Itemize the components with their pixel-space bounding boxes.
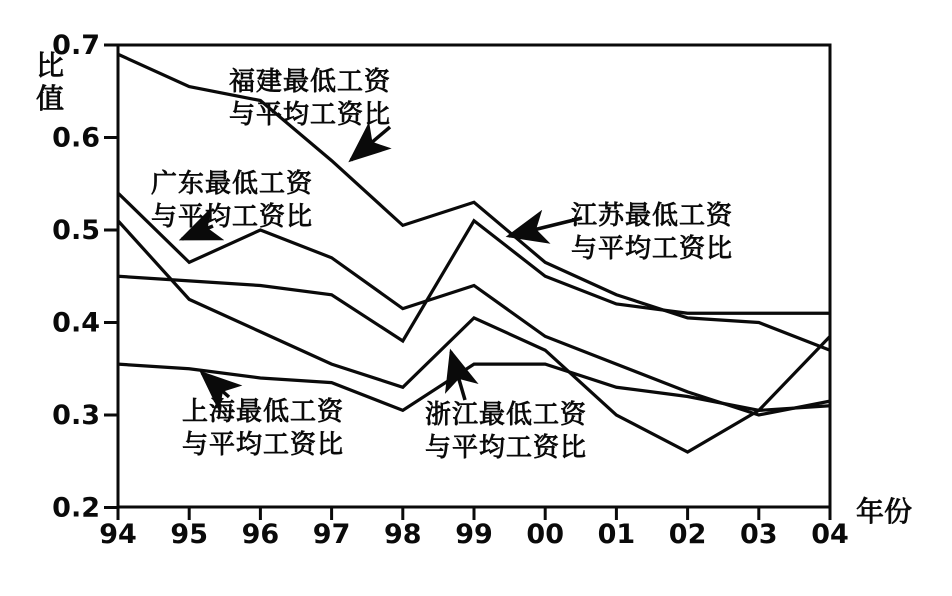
x-tick-label: 97 <box>312 519 351 550</box>
series-guangdong-label: 与平均工资比 <box>150 202 314 232</box>
series-zhejiang-label: 与平均工资比 <box>424 433 588 463</box>
x-tick-label: 01 <box>597 519 636 550</box>
y-tick-label: 0.6 <box>52 122 100 154</box>
y-tick-label: 0.5 <box>52 215 100 246</box>
x-tick-label: 00 <box>526 519 564 550</box>
series-zhejiang-label: 浙江最低工资 <box>424 400 588 430</box>
series-fujian-label: 与平均工资比 <box>228 100 392 130</box>
series-jiangsu-label: 江苏最低工资 <box>570 201 734 231</box>
x-tick-label: 98 <box>384 519 422 550</box>
series-shanghai-arrow <box>202 373 229 397</box>
series-fujian-label: 福建最低工资 <box>228 67 392 97</box>
series-jiangsu-label: 与平均工资比 <box>570 234 734 264</box>
series-shanghai-label: 上海最低工资 <box>181 397 345 427</box>
series-fujian-arrow <box>351 127 390 160</box>
x-tick-label: 96 <box>241 519 280 550</box>
x-tick-label: 99 <box>455 519 493 550</box>
x-tick-label: 03 <box>740 519 778 550</box>
x-axis-title: 年份 <box>855 495 913 528</box>
x-tick-label: 02 <box>668 519 707 550</box>
x-tick-label: 04 <box>811 519 849 550</box>
x-tick-label: 94 <box>99 519 137 550</box>
series-guangdong-label: 广东最低工资 <box>150 169 314 199</box>
y-tick-label: 0.7 <box>52 30 100 61</box>
y-axis-title: 比值 <box>35 49 65 115</box>
y-tick-label: 0.4 <box>52 307 100 339</box>
y-tick-label: 0.2 <box>52 492 100 524</box>
y-tick-label: 0.3 <box>52 400 100 431</box>
x-tick-label: 95 <box>170 519 208 550</box>
series-shanghai-label: 与平均工资比 <box>181 430 345 460</box>
